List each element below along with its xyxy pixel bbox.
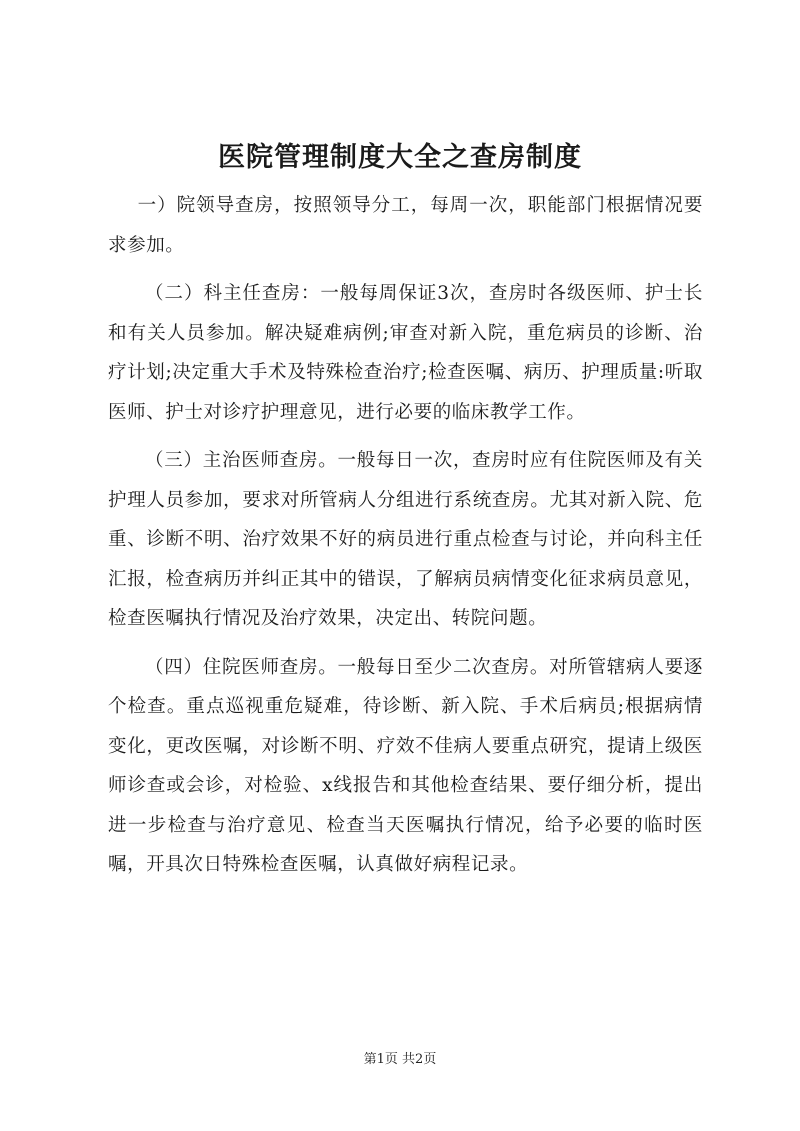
paragraph-2: （二）科主任查房：一般每周保证3次，查房时各级医师、护士长和有关人员参加。解决疑难病例;审查对新入院，重危病员的诊断、治疗计划;决定重大手术及特殊检查治疗;检查医嘱、病历、护理质量:听取医师、护士对诊疗护理意见，进行必要的临床教学工作。 <box>108 283 703 423</box>
document-title: 医院管理制度大全之查房制度 <box>218 142 582 173</box>
paragraph-3: （三）主治医师查房。一般每日一次，查房时应有住院医师及有关护理人员参加，要求对所管病人分组进行系统查房。尤其对新入院、危重、诊断不明、治疗效果不好的病员进行重点检查与讨论，并向科主任汇报，检查病历并纠正其中的错误，了解病员病情变化征求病员意见，检查医嘱执行情况及治疗效果，决定出、转院问题。 <box>108 450 703 629</box>
paragraph-4: （四）住院医师查房。一般每日至少二次查房。对所管辖病人要逐个检查。重点巡视重危疑难，待诊断、新入院、手术后病员;根据病情变化，更改医嘱，对诊断不明、疗效不佳病人要重点研究，提请上级医师诊查或会诊，对检验、x线报告和其他检查结果、要仔细分析，提出进一步检查与治疗意见、检查当天医嘱执行情况，给予必要的临时医嘱，开具次日特殊检查医嘱，认真做好病程记录。 <box>108 656 703 875</box>
document-body <box>108 186 703 894</box>
page-footer: 第1页 共2页 <box>363 1052 437 1067</box>
paragraph-1: 一）院领导查房，按照领导分工，每周一次，职能部门根据情况要求参加。 <box>108 195 703 256</box>
